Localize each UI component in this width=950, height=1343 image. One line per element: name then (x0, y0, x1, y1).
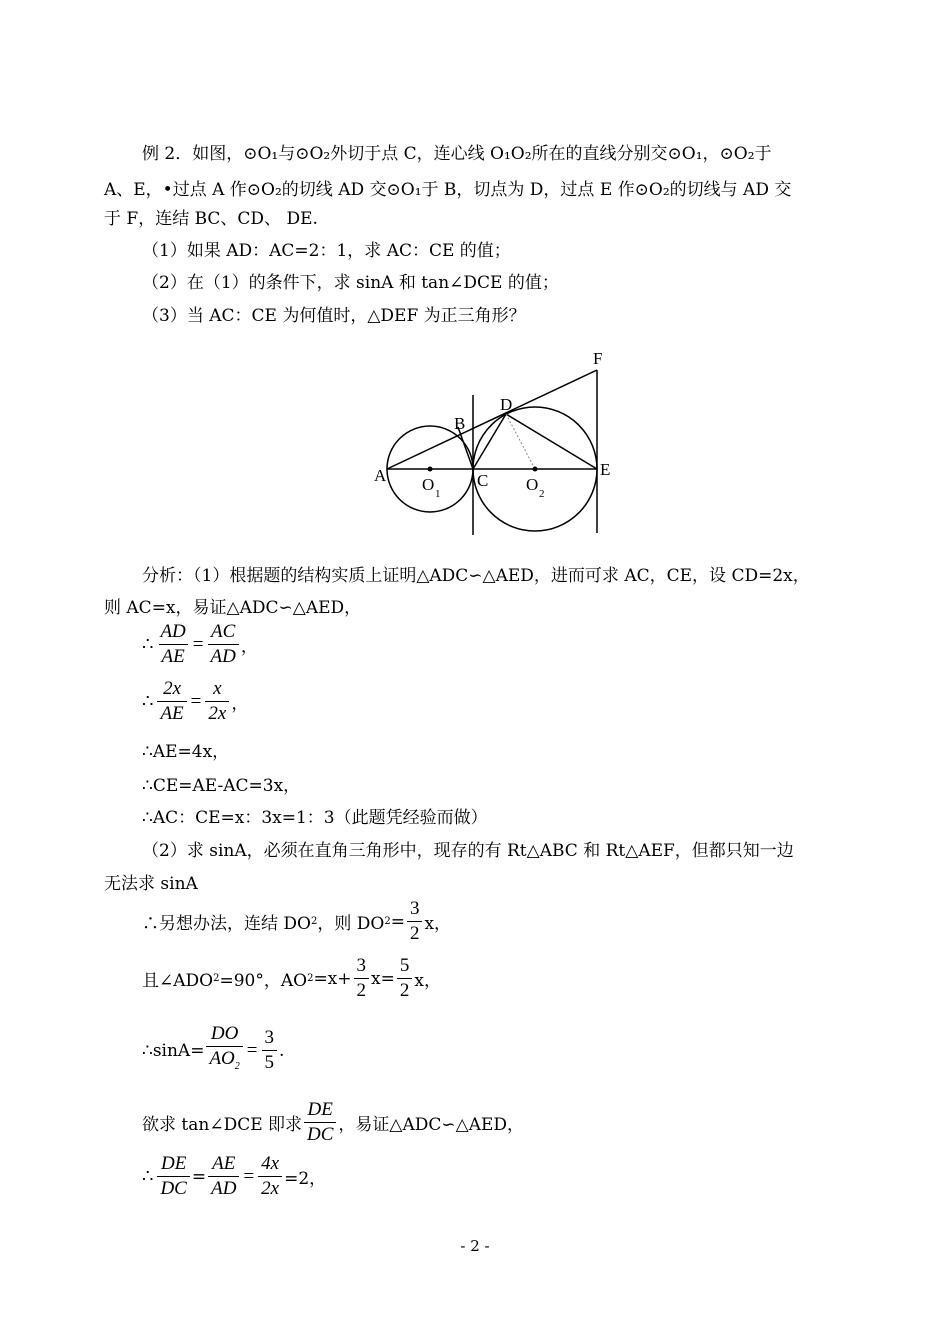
step-ratio: ∴AC：CE=x：3x=1：3（此题凭经验而做） (142, 808, 488, 828)
label-o2-sub: 2 (539, 488, 545, 500)
page-number: - 2 - (460, 1237, 490, 1255)
equation-final: ∴ $\frac{DE}{DC}$ = $\frac{AE}{AD}$ = $\frac{4x}{2x}$ =2， (142, 1153, 327, 1199)
label-o1: O (422, 475, 435, 494)
segment-bc (458, 427, 473, 469)
part2-line-2: 无法求 sinA (104, 874, 198, 894)
equation-sina: ∴sinA= $\frac{DO}{AO_2}$ = $\frac{3}{5}$ . (142, 1022, 284, 1079)
center-o1 (428, 467, 433, 472)
label-c: C (477, 471, 489, 490)
label-a: A (374, 466, 387, 485)
equation-do2: ∴另想办法，连结 DO 2 ，则 DO 2 = $\frac{3}{2}$ x， (142, 898, 452, 944)
label-b: B (454, 414, 466, 433)
equation-ado2: 且∠ADO 2 =90°，AO 2 =x+ $\frac{3}{2}$ x= $\frac{5}{2}$ x， (142, 955, 441, 1001)
equation-tan: 欲求 tan∠DCE 即求 $\frac{DE}{DC}$ ，易证△ADC∽△AED， (142, 1099, 525, 1145)
question-2: （2）在（1）的条件下，求 sinA 和 tan∠DCE 的值； (142, 273, 559, 293)
step-ae: ∴AE=4x， (142, 742, 230, 762)
analysis-line-2: 则 AC=x，易证△ADC∽△AED， (104, 598, 362, 618)
step-ce: ∴CE=AE-AC=3x， (142, 776, 301, 796)
equation-ratio-2: ∴ $\frac{2x}{AE}$ = $\frac{x}{2x}$ ， (142, 678, 249, 724)
problem-line-2: A、E，•过点 A 作⊙O₂的切线 AD 交⊙O₁于 B，切点为 D，过点 E 作⊙O₂的切线与 AD 交 (104, 180, 792, 200)
center-o2 (533, 467, 538, 472)
segment-cd (473, 414, 506, 469)
line-af (387, 370, 597, 469)
label-o1-sub: 1 (435, 488, 441, 500)
label-d: D (500, 395, 513, 414)
problem-line-1: 例 2．如图，⊙O₁与⊙O₂外切于点 C，连心线 O₁O₂所在的直线分别交⊙O₁，⊙O₂于 (142, 144, 772, 164)
label-o2: O (526, 475, 539, 494)
question-1: （1）如果 AD：AC=2：1，求 AC：CE 的值； (142, 241, 511, 261)
geometry-figure (370, 345, 630, 545)
part2-line-1: （2）求 sinA，必须在直角三角形中，现存的有 Rt△ABC 和 Rt△AEF，但都只知一边 (142, 841, 794, 861)
problem-line-3: 于 F，连结 BC、CD、 DE. (104, 209, 318, 229)
segment-de (506, 414, 597, 469)
analysis-line-1: 分析：（1）根据题的结构实质上证明△ADC∽△AED，进而可求 AC，CE，设 CD=2x， (142, 566, 810, 586)
label-f: F (593, 349, 603, 368)
question-3: （3）当 AC：CE 为何值时，△DEF 为正三角形？ (142, 306, 526, 326)
equation-ratio-1: ∴ $\frac{AD}{AE}$ = $\frac{AC}{AD}$ ， (142, 621, 258, 667)
label-e: E (600, 460, 611, 479)
